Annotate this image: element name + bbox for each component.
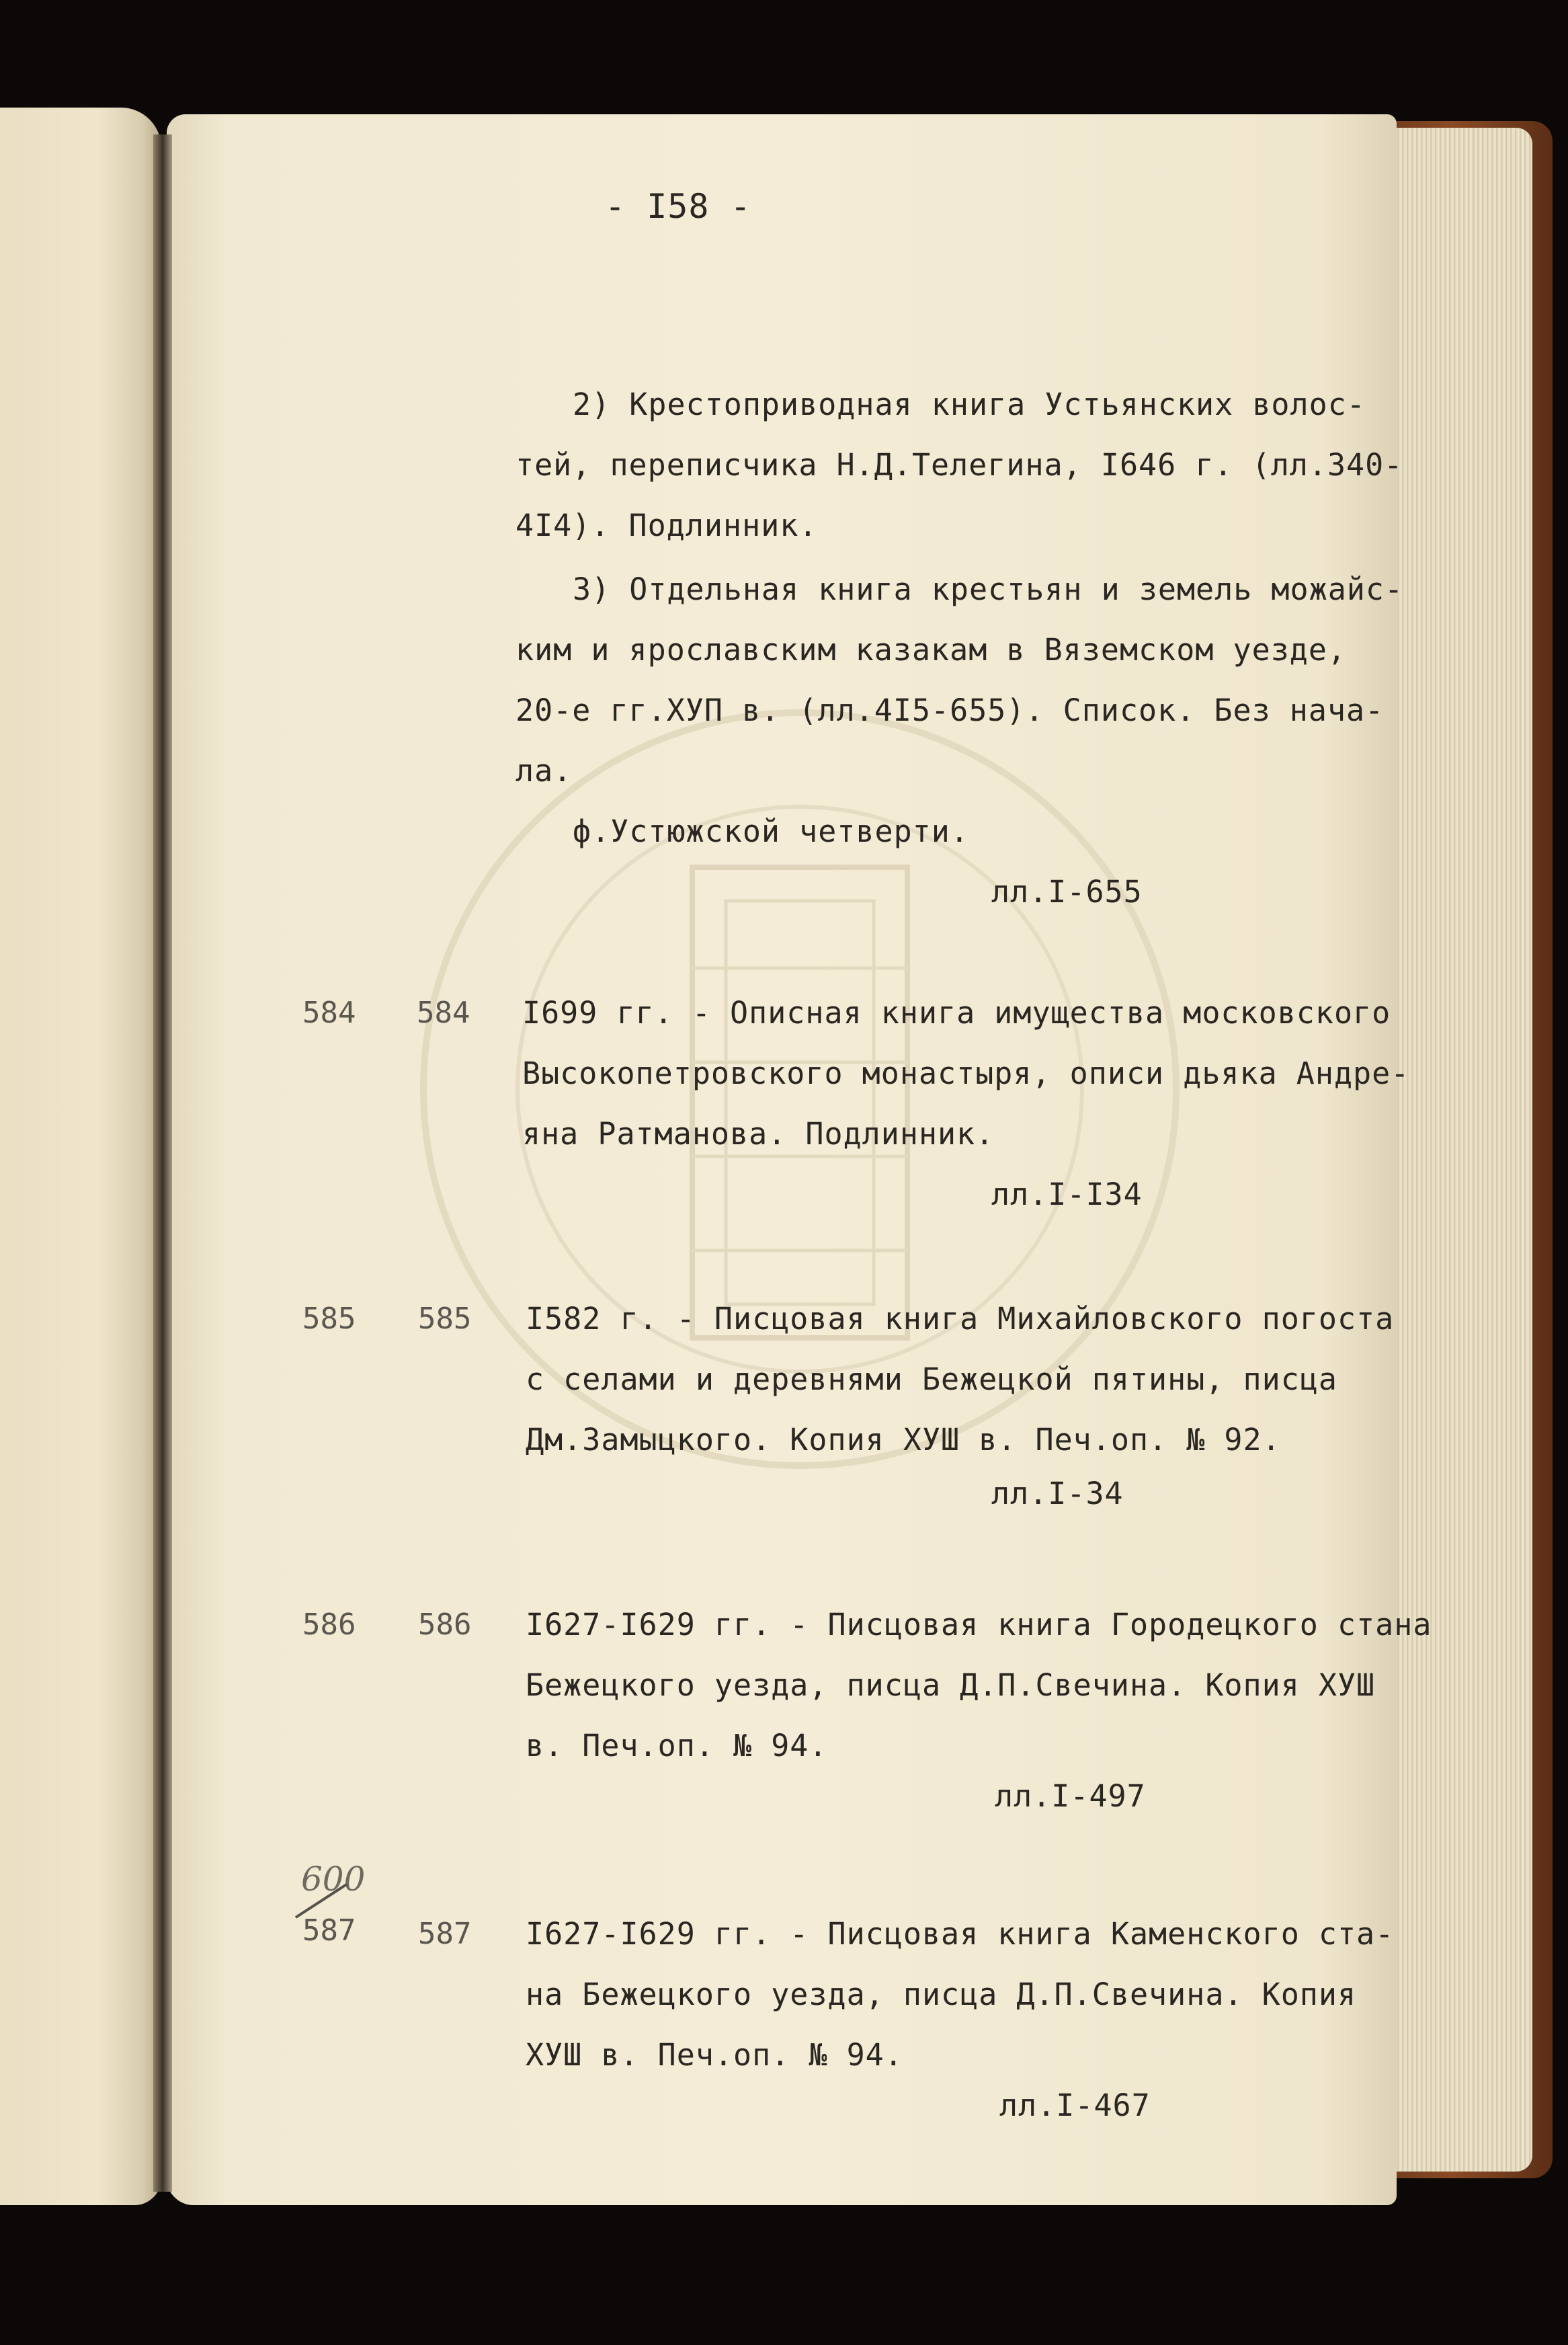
- sheet-range: лл.I-497: [995, 1778, 1146, 1814]
- text-line: I582 г. - Писцовая книга Михайловского погоста: [526, 1301, 1395, 1337]
- text-line: I627-I629 гг. - Писцовая книга Городецкого стана: [526, 1607, 1432, 1642]
- text-line: с селами и деревнями Бежецкой пятины, писца: [526, 1361, 1337, 1397]
- text-line: ла.: [515, 753, 573, 789]
- text-line: I627-I629 гг. - Писцовая книга Каменского ста-: [526, 1916, 1395, 1952]
- entry-number: 587: [418, 1917, 472, 1951]
- text-line: ким и ярославским казакам в Вяземском уезде,: [515, 632, 1347, 668]
- text-line: I699 гг. - Описная книга имущества московского: [522, 995, 1391, 1031]
- text-line: 20-е гг.ХУП в. (лл.4I5-655). Список. Без нача-: [515, 692, 1385, 728]
- text-line: яна Ратманова. Подлинник.: [522, 1116, 995, 1152]
- text-line: 2) Крестоприводная книга Устьянских волос-: [573, 387, 1366, 422]
- text-line: ф.Устюжской четверти.: [573, 813, 969, 849]
- entry-number: 585: [418, 1302, 472, 1336]
- text-line: 3) Отдельная книга крестьян и земель можайс-: [573, 571, 1404, 607]
- sheet-range: лл.I-655: [991, 874, 1143, 910]
- sheet-range: лл.I-467: [999, 2088, 1151, 2123]
- text-line: 4I4). Подлинник.: [515, 508, 818, 543]
- book-gutter: [153, 134, 172, 2192]
- text-line: тей, переписчика Н.Д.Телегина, I646 г. (лл.340-: [515, 447, 1403, 483]
- entry-number-struck: 587: [302, 1913, 356, 1948]
- page-number: - I58 -: [605, 187, 751, 226]
- entry-number: 586: [418, 1607, 472, 1642]
- entry-number: 584: [417, 996, 470, 1030]
- entry-number: 584: [302, 996, 356, 1030]
- text-line: Дм.Замыцкого. Копия ХУШ в. Печ.оп. № 92.: [526, 1422, 1281, 1458]
- entry-number: 585: [302, 1302, 356, 1336]
- text-line: Высокопетровского монастыря, описи дьяка Андре-: [522, 1056, 1410, 1091]
- entry-number: 586: [302, 1607, 356, 1642]
- text-line: на Бежецкого уезда, писца Д.П.Свечина. Копия: [526, 1977, 1357, 2012]
- handwritten-note: 600: [301, 1860, 366, 1899]
- sheet-range: лл.I-34: [991, 1476, 1124, 1511]
- sheet-range: лл.I-I34: [991, 1177, 1143, 1212]
- text-line: ХУШ в. Печ.оп. № 94.: [526, 2037, 903, 2073]
- left-page: [0, 108, 161, 2205]
- text-line: в. Печ.оп. № 94.: [526, 1728, 828, 1763]
- text-line: Бежецкого уезда, писца Д.П.Свечина. Копия ХУШ: [526, 1667, 1376, 1703]
